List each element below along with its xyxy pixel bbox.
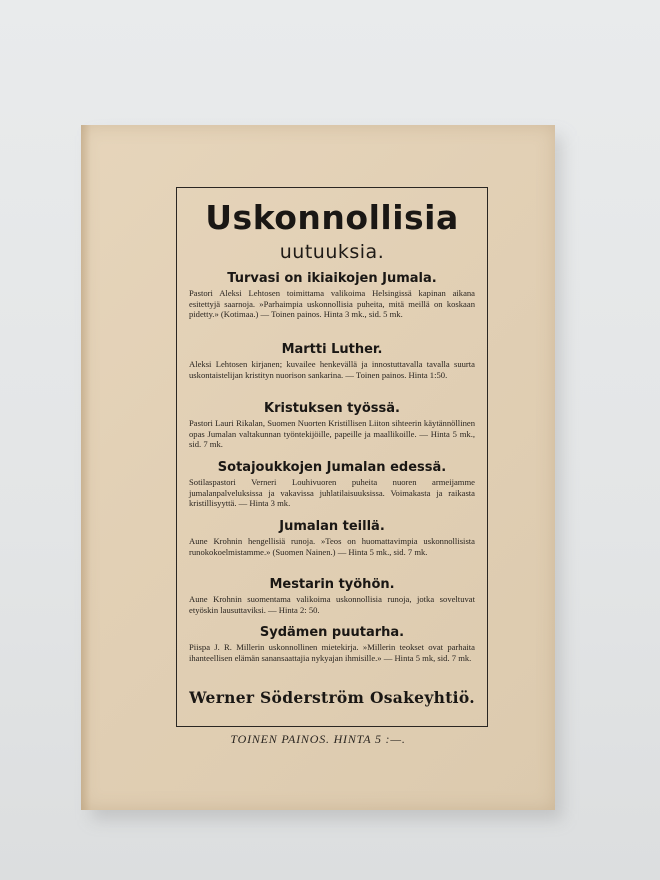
book-entry — [189, 400, 475, 450]
advertisement-frame — [176, 187, 488, 727]
book-entry-heading: Sotajoukkojen Jumalan edessä. — [217, 460, 447, 475]
book-entry — [189, 459, 475, 509]
book-entry — [189, 270, 475, 320]
book-entry — [189, 624, 475, 663]
book-entry-text: Aune Krohnin hengellisiä runoja. »Teos on huomattavimpia uskonnollisista runokokoelmistamme.» (Suomen Nainen.) — Hinta 5 mk., sid. 7 mk. — [189, 536, 475, 557]
book-entry-heading: Martti Luther. — [281, 342, 383, 357]
book-entry-text: Aune Krohnin suomentama valikoima uskonnollisia runoja, jotka soveltuvat etyöskin lausuttaviksi. — Hinta 2: 50. — [189, 594, 475, 615]
book-entry — [189, 518, 475, 557]
publisher-name: Werner Söderström Osakeyhtiö. — [189, 688, 475, 707]
book-entry-text: Aleksi Lehtosen kirjanen; kuvailee henkevällä ja innostuttavalla tavalla suurta uskontaistelijan kristityn nuorison sankarina. — Toinen painos. Hinta 1:50. — [189, 359, 475, 380]
book-spine-edge — [81, 125, 91, 810]
book-back-cover — [81, 125, 555, 810]
book-entry-heading: Jumalan teillä. — [279, 519, 385, 534]
book-entry-heading: Turvasi on ikiaikojen Jumala. — [227, 271, 437, 286]
book-entry-text: Sotilaspastori Verneri Louhivuoren puheita nuoren armeijamme jumalanpalveluksissa ja vakavissa juhlatilaisuuksissa. Voimakasta ja raikasta kristillisyyttä. — Hinta 3 mk. — [189, 477, 475, 509]
book-entry-heading: Mestarin työhön. — [269, 577, 395, 592]
book-entry-text: Pastori Lauri Rikalan, Suomen Nuorten Kristillisen Liiton sihteerin käytännöllinen opas Jumalan valtakunnan työntekijöille, papeille ja maallikoille. — Hinta 5 mk., sid. 7 mk. — [189, 418, 475, 450]
advert-title: Uskonnollisia — [205, 198, 459, 237]
book-entry-text: Pastori Aleksi Lehtosen toimittama valikoima Helsingissä kapinan aikana esitettyjä saarnoja. »Parhaimpia uskonnollisia puheita, mitä meillä on koskaan pidetty.» (Kotimaa.) — Toinen painos. Hinta 3 mk., sid. 5 mk. — [189, 288, 475, 320]
advert-subtitle: uutuuksia. — [279, 241, 385, 263]
book-entry — [189, 576, 475, 615]
book-entry-text: Piispa J. R. Millerin uskonnollinen mietekirja. »Millerin teokset ovat parhaita ihanteellisen elämän sanansaattajia nykyajan ihmisille.» — Hinta 5 mk, sid. 7 mk. — [189, 642, 475, 663]
edition-price-line: TOINEN PAINOS. HINTA 5 :—. — [230, 732, 406, 746]
book-entry-heading: Kristuksen työssä. — [264, 401, 400, 416]
book-entry — [189, 341, 475, 380]
book-entry-heading: Sydämen puutarha. — [259, 625, 405, 640]
